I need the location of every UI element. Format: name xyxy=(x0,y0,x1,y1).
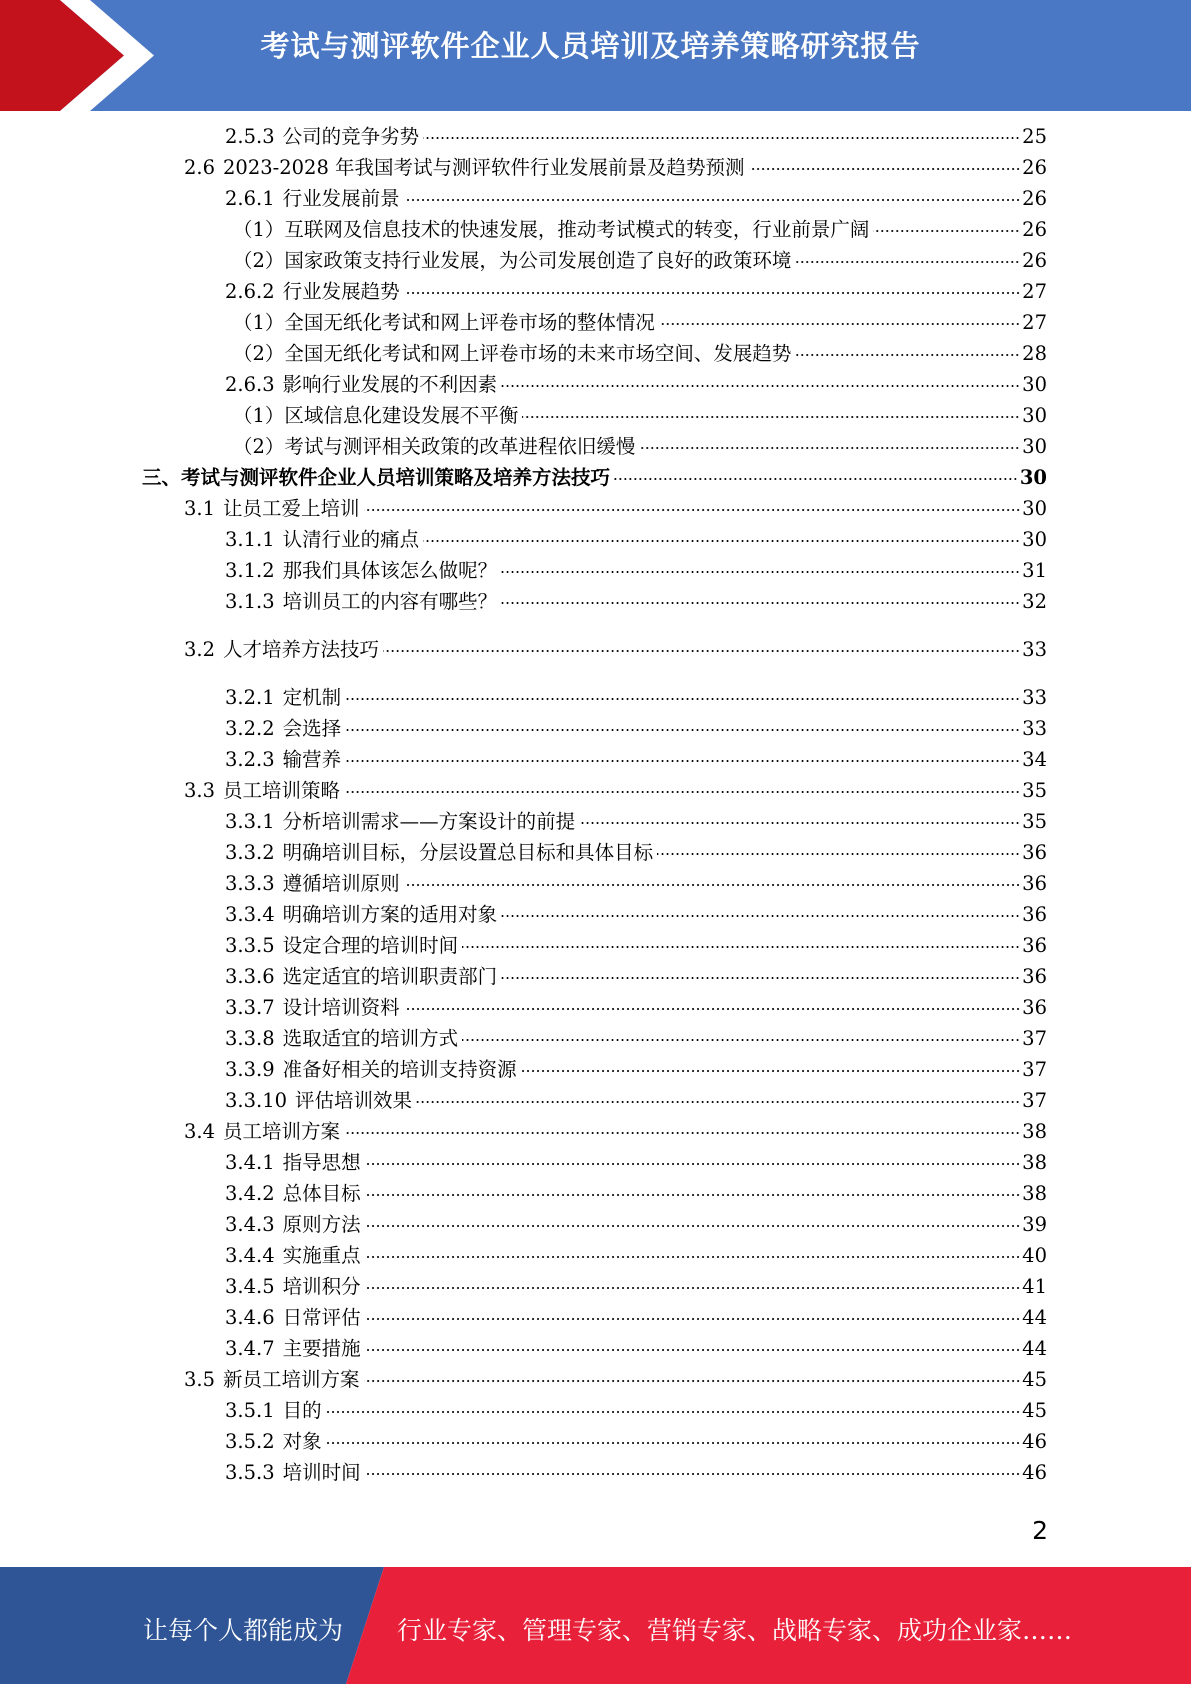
toc-entry-title: 设计培训资料 xyxy=(282,996,400,1019)
toc-entry-number: 3.3.10 xyxy=(225,1089,288,1112)
toc-dot-leader xyxy=(364,509,1021,511)
toc-entry-page: 25 xyxy=(1022,125,1047,148)
toc-dot-leader xyxy=(364,1380,1021,1382)
toc-entry-title: 公司的竞争劣势 xyxy=(282,125,420,148)
toc-dot-leader xyxy=(404,199,1021,201)
footer-slogan-left: 让每个人都能成为 xyxy=(143,1616,344,1645)
toc-entry[interactable] xyxy=(225,807,1047,837)
toc-dot-leader xyxy=(326,1411,1021,1413)
toc-dot-leader xyxy=(423,137,1020,139)
toc-dot-leader xyxy=(365,1473,1021,1475)
toc-entry-title: 分析培训需求——方案设计的前提 xyxy=(282,810,576,833)
toc-entry[interactable] xyxy=(225,1396,1047,1426)
toc-entry-number: 3.3.6 xyxy=(225,965,275,988)
toc-entry[interactable] xyxy=(225,745,1047,775)
toc-entry-number: 3.4.3 xyxy=(225,1213,275,1236)
toc-entry-page: 45 xyxy=(1022,1368,1047,1391)
toc-entry[interactable] xyxy=(225,1334,1047,1364)
toc-dot-leader xyxy=(501,385,1020,387)
toc-entry[interactable] xyxy=(225,900,1047,930)
toc-entry-page: 40 xyxy=(1022,1244,1047,1267)
toc-entry-page: 26 xyxy=(1022,187,1047,210)
toc-entry-page: 33 xyxy=(1022,686,1047,709)
footer-slogan-right: 行业专家、管理专家、营销专家、战略专家、成功企业家…… xyxy=(397,1616,1073,1645)
toc-entry-title: 行业发展趋势 xyxy=(282,280,400,303)
toc-dot-leader xyxy=(614,478,1018,480)
toc-entry-page: 30 xyxy=(1022,528,1047,551)
toc-entry-title: （1）全国无纸化考试和网上评卷市场的整体情况 xyxy=(233,311,655,334)
toc-entry[interactable] xyxy=(225,1241,1047,1271)
toc-entry-title: 实施重点 xyxy=(282,1244,361,1267)
toc-entry-number: 3.4.4 xyxy=(225,1244,275,1267)
toc-entry[interactable] xyxy=(225,1086,1047,1116)
toc-entry-number: 3.1.2 xyxy=(225,559,275,582)
toc-entry-page: 30 xyxy=(1022,435,1047,458)
toc-entry-title: （1）互联网及信息技术的快速发展，推动考试模式的转变，行业前景广阔 xyxy=(233,218,870,241)
toc-entry-page: 38 xyxy=(1022,1151,1047,1174)
toc-dot-leader xyxy=(345,729,1020,731)
toc-dot-leader xyxy=(416,1101,1020,1103)
toc-entry-title: 主要措施 xyxy=(282,1337,361,1360)
toc-entry-number: 3.5 xyxy=(184,1368,216,1391)
toc-entry-page: 39 xyxy=(1022,1213,1047,1236)
toc-entry-page: 35 xyxy=(1022,810,1047,833)
toc-entry-title: 输营养 xyxy=(282,748,342,771)
toc-entry-title: 会选择 xyxy=(282,717,342,740)
toc-entry-title: 遵循培训原则 xyxy=(282,872,400,895)
toc-entry-title: 目的 xyxy=(282,1399,322,1422)
toc-entry[interactable] xyxy=(225,370,1047,400)
toc-dot-leader xyxy=(404,1008,1021,1010)
toc-dot-leader xyxy=(501,977,1020,979)
toc-entry[interactable] xyxy=(142,463,1047,493)
toc-entry-page: 33 xyxy=(1022,717,1047,740)
toc-entry-number: 3.5.3 xyxy=(225,1461,275,1484)
toc-entry-title: 明确培训目标，分层设置总目标和具体目标 xyxy=(282,841,654,864)
toc-entry[interactable] xyxy=(225,122,1047,152)
toc-dot-leader xyxy=(344,1132,1020,1134)
toc-entry-page: 26 xyxy=(1022,218,1047,241)
toc-dot-leader xyxy=(462,946,1020,948)
toc-entry-number: 3.3.8 xyxy=(225,1027,275,1050)
toc-entry-page: 31 xyxy=(1022,559,1047,582)
toc-entry-page: 30 xyxy=(1019,466,1047,489)
toc-entry[interactable] xyxy=(225,556,1047,586)
toc-entry-title: 设定合理的培训时间 xyxy=(282,934,459,957)
toc-entry-title: 原则方法 xyxy=(282,1213,361,1236)
toc-entry-number: 3.2.2 xyxy=(225,717,275,740)
toc-entry-title: （1）区域信息化建设发展不平衡 xyxy=(233,404,519,427)
toc-entry-number: 3.3.5 xyxy=(225,934,275,957)
toc-entry-title: 让员工爱上培训 xyxy=(223,497,360,520)
toc-entry-title: 准备好相关的培训支持资源 xyxy=(282,1058,517,1081)
toc-entry-page: 36 xyxy=(1022,934,1047,957)
toc-entry-title: 培训时间 xyxy=(282,1461,361,1484)
toc-entry-number: 3.5.1 xyxy=(225,1399,275,1422)
toc-dot-leader xyxy=(404,292,1021,294)
toc-entry-page: 36 xyxy=(1022,996,1047,1019)
toc-dot-leader xyxy=(345,698,1020,700)
toc-entry-page: 44 xyxy=(1022,1337,1047,1360)
toc-entry-page: 37 xyxy=(1022,1058,1047,1081)
toc-entry[interactable] xyxy=(233,339,1047,369)
toc-entry-number: 3.5.2 xyxy=(225,1430,275,1453)
toc-entry-title: 那我们具体该怎么做呢？ xyxy=(282,559,498,582)
toc-entry-number: 3.1.1 xyxy=(225,528,275,551)
toc-dot-leader xyxy=(365,1256,1021,1258)
toc-dot-leader xyxy=(522,416,1020,418)
toc-entry[interactable] xyxy=(184,776,1047,806)
toc-entry-title: 明确培训方案的适用对象 xyxy=(282,903,498,926)
toc-entry-page: 37 xyxy=(1022,1089,1047,1112)
toc-entry-page: 27 xyxy=(1022,280,1047,303)
toc-entry[interactable] xyxy=(225,838,1047,868)
toc-entry[interactable] xyxy=(233,432,1047,462)
toc-entry-title: 员工培训策略 xyxy=(223,779,341,802)
toc-entry[interactable] xyxy=(233,215,1047,245)
toc-entry-number: 3.3.9 xyxy=(225,1058,275,1081)
toc-entry[interactable] xyxy=(225,714,1047,744)
toc-entry[interactable] xyxy=(184,153,1047,183)
toc-entry[interactable] xyxy=(233,308,1047,338)
toc-dot-leader xyxy=(326,1442,1021,1444)
toc-entry-number: 3.3.2 xyxy=(225,841,275,864)
page-header xyxy=(0,0,1191,111)
toc-entry[interactable] xyxy=(184,494,1047,524)
toc-entry[interactable] xyxy=(225,1210,1047,1240)
toc-dot-leader xyxy=(423,540,1020,542)
toc-entry-number: 3.2.3 xyxy=(225,748,275,771)
toc-entry-page: 37 xyxy=(1022,1027,1047,1050)
toc-entry-page: 33 xyxy=(1022,638,1047,661)
toc-entry[interactable] xyxy=(184,1117,1047,1147)
toc-entry-number: 3.3.7 xyxy=(225,996,275,1019)
toc-entry-page: 36 xyxy=(1022,841,1047,864)
toc-entry-page: 30 xyxy=(1022,373,1047,396)
toc-entry[interactable] xyxy=(225,1303,1047,1333)
toc-dot-leader xyxy=(365,1194,1021,1196)
toc-dot-leader xyxy=(365,1163,1021,1165)
page-number: 2 xyxy=(1032,1516,1048,1545)
toc-entry[interactable] xyxy=(233,246,1047,276)
toc-entry[interactable] xyxy=(225,683,1047,713)
toc-entry-page: 41 xyxy=(1022,1275,1047,1298)
toc-dot-leader xyxy=(365,1287,1021,1289)
toc-entry-page: 46 xyxy=(1022,1430,1047,1453)
toc-entry-title: 选取适宜的培训方式 xyxy=(282,1027,459,1050)
toc-dot-leader xyxy=(365,1318,1021,1320)
toc-entry-number: 3.3 xyxy=(184,779,216,802)
toc-entry-number: 3.2.1 xyxy=(225,686,275,709)
toc-entry-number: 2.6 xyxy=(184,156,216,179)
toc-dot-leader xyxy=(383,650,1020,652)
toc-entry[interactable] xyxy=(225,869,1047,899)
toc-dot-leader xyxy=(795,354,1020,356)
toc-entry[interactable] xyxy=(225,277,1047,307)
toc-entry-page: 27 xyxy=(1022,311,1047,334)
toc-entry-title: 培训积分 xyxy=(282,1275,361,1298)
toc-entry-number: 3.3.3 xyxy=(225,872,275,895)
toc-dot-leader xyxy=(657,853,1020,855)
toc-dot-leader xyxy=(521,1070,1021,1072)
toc-entry-title: （2）全国无纸化考试和网上评卷市场的未来市场空间、发展趋势 xyxy=(233,342,792,365)
toc-entry-title: 培训员工的内容有哪些？ xyxy=(282,590,498,613)
toc-entry-title: 对象 xyxy=(282,1430,322,1453)
toc-dot-leader xyxy=(365,1225,1021,1227)
toc-dot-leader xyxy=(873,230,1020,232)
toc-entry-title: 2023-2028 年我国考试与测评软件行业发展前景及趋势预测 xyxy=(223,156,745,179)
toc-entry-title: 影响行业发展的不利因素 xyxy=(282,373,498,396)
toc-entry-number: 3.3.4 xyxy=(225,903,275,926)
toc-dot-leader xyxy=(501,602,1020,604)
toc-dot-leader xyxy=(795,261,1020,263)
toc-dot-leader xyxy=(365,1349,1021,1351)
toc-entry-number: 2.6.2 xyxy=(225,280,275,303)
toc-entry[interactable] xyxy=(184,1365,1047,1395)
toc-entry[interactable] xyxy=(184,635,1047,665)
toc-entry-title: 总体目标 xyxy=(282,1182,361,1205)
toc-entry-title: （2）国家政策支持行业发展，为公司发展创造了良好的政策环境 xyxy=(233,249,792,272)
toc-entry-page: 36 xyxy=(1022,903,1047,926)
toc-entry-title: 定机制 xyxy=(282,686,342,709)
toc-entry-number: 3.4.6 xyxy=(225,1306,275,1329)
toc-entry[interactable] xyxy=(225,931,1047,961)
toc-dot-leader xyxy=(344,791,1020,793)
toc-entry[interactable] xyxy=(225,1427,1047,1457)
toc-entry-page: 32 xyxy=(1022,590,1047,613)
toc-entry[interactable] xyxy=(225,1458,1047,1488)
toc-dot-leader xyxy=(462,1039,1020,1041)
toc-entry-title: 指导思想 xyxy=(282,1151,361,1174)
toc-dot-leader xyxy=(749,168,1021,170)
toc-entry-page: 44 xyxy=(1022,1306,1047,1329)
toc-dot-leader xyxy=(501,571,1020,573)
toc-entry-title: 评估培训效果 xyxy=(295,1089,413,1112)
toc-entry-page: 34 xyxy=(1022,748,1047,771)
toc-entry-number: 2.5.3 xyxy=(225,125,275,148)
toc-entry-page: 28 xyxy=(1022,342,1047,365)
toc-entry[interactable] xyxy=(225,1024,1047,1054)
toc-dot-leader xyxy=(404,884,1021,886)
toc-entry[interactable] xyxy=(233,401,1047,431)
toc-entry-number: 3.4.5 xyxy=(225,1275,275,1298)
toc-dot-leader xyxy=(639,447,1020,449)
toc-entry-page: 38 xyxy=(1022,1182,1047,1205)
toc-entry-number: 2.6.1 xyxy=(225,187,275,210)
toc-entry[interactable] xyxy=(225,1055,1047,1085)
toc-entry-number: 3.4.7 xyxy=(225,1337,275,1360)
toc-entry-title: 行业发展前景 xyxy=(282,187,400,210)
page-footer xyxy=(0,1567,1191,1684)
toc-dot-leader xyxy=(659,323,1020,325)
toc-entry[interactable] xyxy=(225,1148,1047,1178)
toc-entry-title: 日常评估 xyxy=(282,1306,361,1329)
toc-entry-title: 选定适宜的培训职责部门 xyxy=(282,965,498,988)
toc-entry-number: 3.4.2 xyxy=(225,1182,275,1205)
toc-entry-number: 3.1.3 xyxy=(225,590,275,613)
toc-entry-number: 3.3.1 xyxy=(225,810,275,833)
toc-entry-page: 46 xyxy=(1022,1461,1047,1484)
toc-entry-number: 2.6.3 xyxy=(225,373,275,396)
toc-entry-page: 36 xyxy=(1022,872,1047,895)
toc-entry[interactable] xyxy=(225,184,1047,214)
toc-entry-page: 35 xyxy=(1022,779,1047,802)
toc-dot-leader xyxy=(501,915,1020,917)
toc-entry-page: 30 xyxy=(1022,497,1047,520)
toc-entry-number: 3.1 xyxy=(184,497,216,520)
toc-entry-title: 员工培训方案 xyxy=(223,1120,341,1143)
toc-entry-number: 3.2 xyxy=(184,638,216,661)
toc-entry-page: 30 xyxy=(1022,404,1047,427)
toc-entry-title: 新员工培训方案 xyxy=(223,1368,360,1391)
toc-entry[interactable] xyxy=(225,1272,1047,1302)
toc-entry-title: 人才培养方法技巧 xyxy=(223,638,380,661)
toc-entry[interactable] xyxy=(225,962,1047,992)
document-title: 考试与测评软件企业人员培训及培养策略研究报告 xyxy=(260,29,921,63)
toc-entry-number: 3.4.1 xyxy=(225,1151,275,1174)
toc-entry-title: （2）考试与测评相关政策的改革进程依旧缓慢 xyxy=(233,435,636,458)
toc-entry-title: 三、考试与测评软件企业人员培训策略及培养方法技巧 xyxy=(142,466,611,489)
toc-entry-page: 26 xyxy=(1022,156,1047,179)
toc-entry[interactable] xyxy=(225,993,1047,1023)
toc-dot-leader xyxy=(345,760,1020,762)
toc-dot-leader xyxy=(579,822,1020,824)
toc-entry[interactable] xyxy=(225,525,1047,555)
toc-entry-page: 45 xyxy=(1022,1399,1047,1422)
toc-entry-page: 26 xyxy=(1022,249,1047,272)
toc-entry[interactable] xyxy=(225,587,1047,617)
toc-entry[interactable] xyxy=(225,1179,1047,1209)
toc-entry-page: 38 xyxy=(1022,1120,1047,1143)
toc-entry-title: 认清行业的痛点 xyxy=(282,528,420,551)
toc-entry-page: 36 xyxy=(1022,965,1047,988)
toc-entry-number: 3.4 xyxy=(184,1120,216,1143)
